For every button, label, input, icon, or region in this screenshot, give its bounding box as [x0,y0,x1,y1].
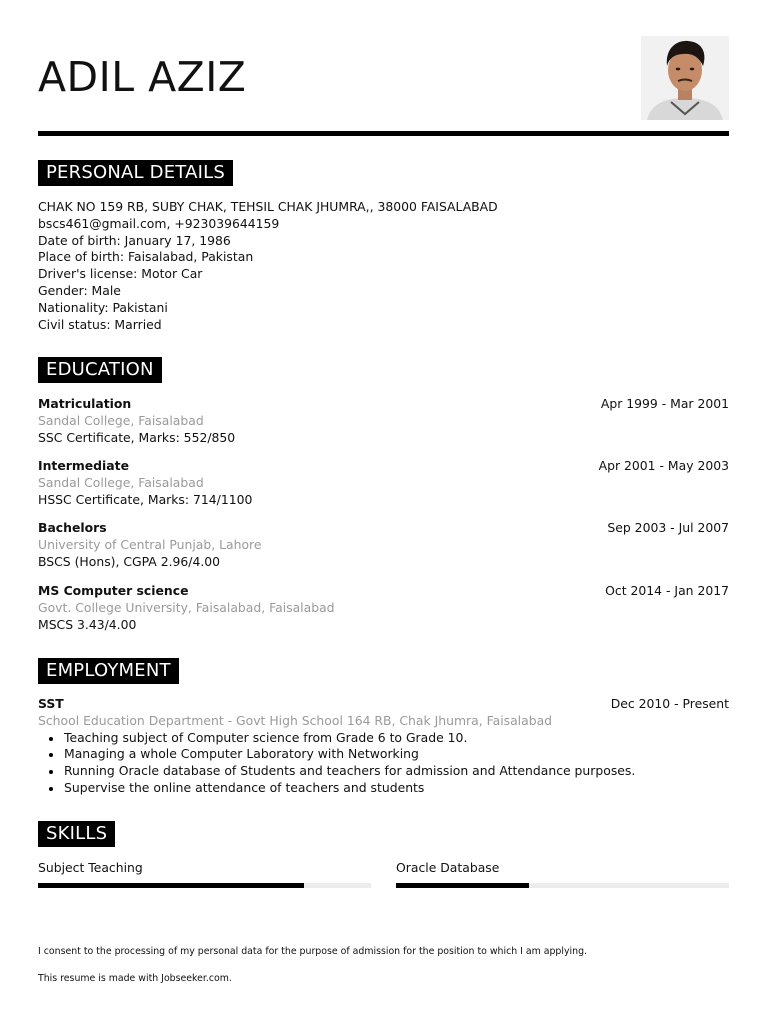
skill-level-track [38,883,371,888]
duty-item: Supervise the online attendance of teachers and students [38,780,729,797]
duty-item: Running Oracle database of Students and teachers for admission and Attendance purposes. [38,763,729,780]
gender-line: Gender: Male [38,282,121,298]
skill-label: Subject Teaching [38,860,143,875]
duty-item: Teaching subject of Computer science from Grade 6 to Grade 10. [38,730,729,747]
duty-item: Managing a whole Computer Laboratory with Networking [38,746,729,763]
education-heading: EDUCATION [38,357,162,383]
personal-details-heading: PERSONAL DETAILS [38,160,233,186]
education-title: Intermediate [38,458,129,473]
employment-duties [38,730,729,797]
education-institution: University of Central Punjab, Lahore [38,536,262,552]
education-dates: Apr 2001 - May 2003 [598,458,729,473]
skill-label: Oracle Database [396,860,500,875]
education-institution: Govt. College University, Faisalabad, Faisalabad [38,599,335,615]
skills-heading: SKILLS [38,821,115,847]
education-detail: SSC Certificate, Marks: 552/850 [38,429,236,445]
education-detail: HSSC Certificate, Marks: 714/1100 [38,491,253,507]
profile-photo-portrait [641,36,729,120]
candidate-name: ADIL AZIZ [38,53,247,101]
civil-status-line: Civil status: Married [38,316,162,332]
contact-line: bscs461@gmail.com, +923039644159 [38,215,280,231]
education-detail: BSCS (Hons), CGPA 2.96/4.00 [38,553,221,569]
education-title: MS Computer science [38,583,189,598]
skill-subject-teaching [38,860,371,888]
drivers-license-line: Driver's license: Motor Car [38,266,203,282]
birth-place-line: Place of birth: Faisalabad, Pakistan [38,249,254,265]
employment-dates: Dec 2010 - Present [610,696,729,711]
skill-oracle-database [396,860,729,888]
profile-photo [641,36,729,120]
employment-entry [38,696,729,797]
skill-level-track [396,883,729,888]
header-divider [38,131,729,136]
education-title: Bachelors [38,520,107,535]
nationality-line: Nationality: Pakistani [38,299,168,315]
education-entry [38,458,729,508]
education-detail: MSCS 3.43/4.00 [38,616,137,632]
education-entry [38,583,729,633]
made-with-note: This resume is made with Jobseeker.com. [38,973,232,984]
skill-level-fill [396,883,529,888]
employment-heading: EMPLOYMENT [38,658,179,684]
education-institution: Sandal College, Faisalabad [38,474,204,490]
skill-level-fill [38,883,304,888]
education-institution: Sandal College, Faisalabad [38,412,204,428]
personal-details-list [38,199,498,333]
birth-date-line: Date of birth: January 17, 1986 [38,232,231,248]
consent-statement: I consent to the processing of my personal data for the purpose of admission for the position to which I am applying. [38,946,588,957]
employment-title: SST [38,696,64,711]
address-line: CHAK NO 159 RB, SUBY CHAK, TEHSIL CHAK JHUMRA,, 38000 FAISALABAD [38,199,498,214]
employment-organization: School Education Department - Govt High School 164 RB, Chak Jhumra, Faisalabad [38,712,553,728]
education-dates: Sep 2003 - Jul 2007 [607,520,729,535]
education-entry [38,520,729,570]
education-entry [38,396,729,446]
education-title: Matriculation [38,396,132,411]
education-dates: Apr 1999 - Mar 2001 [600,396,729,411]
education-dates: Oct 2014 - Jan 2017 [605,583,729,598]
